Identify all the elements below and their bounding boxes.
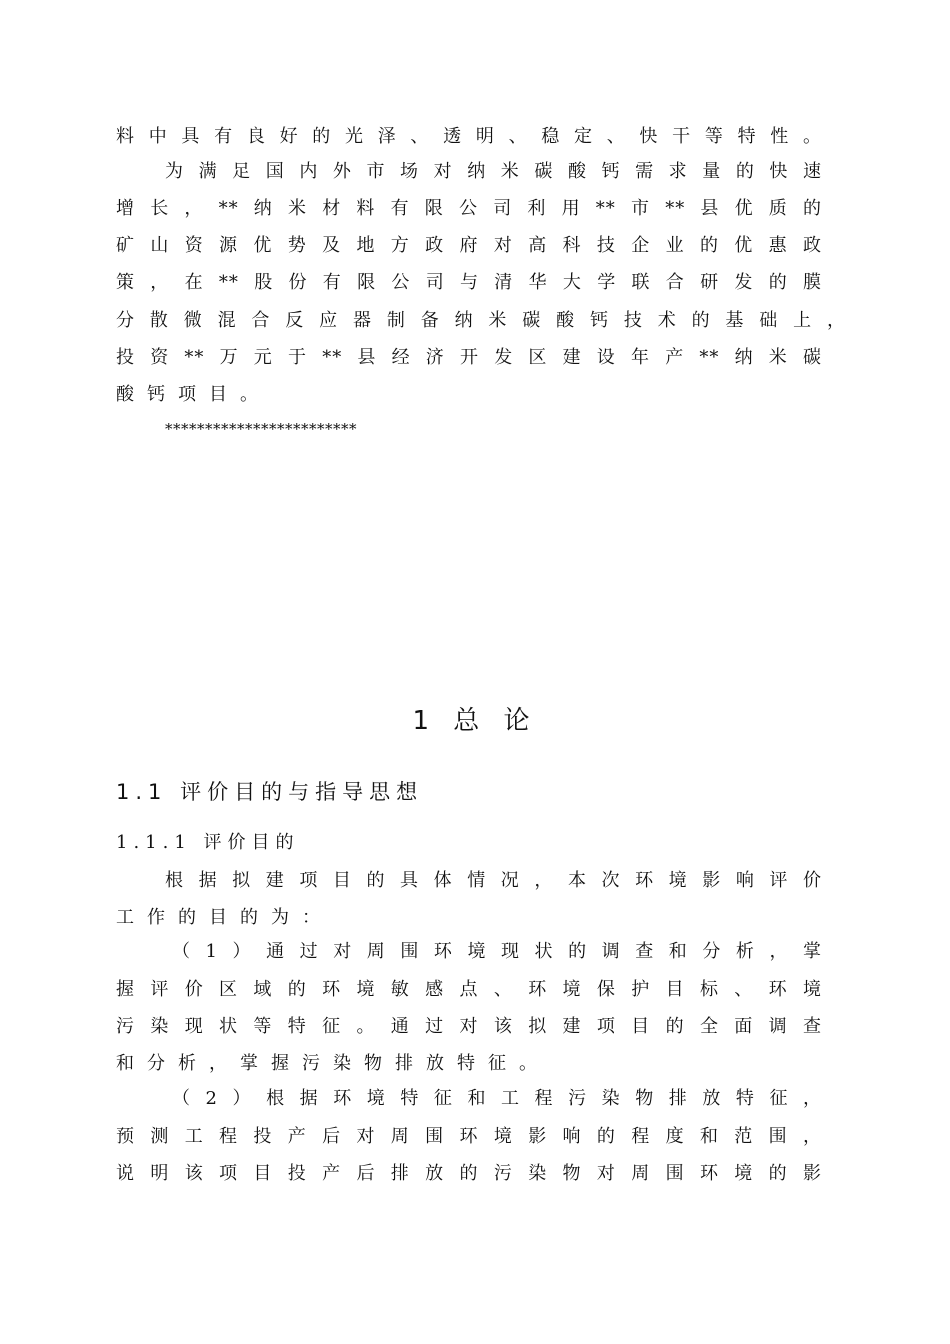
- intro-line-7: 投资**万元于**县经济开发区建设年产**纳米碳: [116, 347, 822, 368]
- body-line-8: 预测工程投产后对周围环境影响的程度和范围，: [116, 1126, 822, 1147]
- body-line-2: 工作的目的为：: [116, 907, 333, 928]
- intro-line-1: 料中具有良好的光泽、透明、稳定、快干等特性。: [116, 126, 822, 147]
- intro-line-4: 矿山资源优势及地方政府对高科技企业的优惠政: [116, 235, 822, 256]
- intro-line-6: 分散微混合反应器制备纳米碳酸钙技术的基础上，: [116, 310, 846, 331]
- body-line-4: 握评价区域的环境敏感点、环境保护目标、环境: [116, 979, 822, 1000]
- separator-stars: ************************: [165, 420, 357, 438]
- body-line-9: 说明该项目投产后排放的污染物对周围环境的影: [116, 1163, 822, 1184]
- body-line-5: 污染现状等特征。通过对该拟建项目的全面调查: [116, 1016, 822, 1037]
- intro-line-8: 酸钙项目。: [116, 384, 271, 405]
- intro-line-2: 为满足国内外市场对纳米碳酸钙需求量的快速: [165, 161, 822, 182]
- intro-line-5: 策，在**股份有限公司与清华大学联合研发的膜: [116, 272, 822, 293]
- intro-line-3: 增长，**纳米材料有限公司利用**市**县优质的: [116, 198, 822, 219]
- body-line-1: 根据拟建项目的具体情况，本次环境影响评价: [165, 870, 822, 891]
- chapter-title: 1 总 论: [412, 706, 538, 736]
- subsection-title: 1.1.1 评价目的: [116, 832, 300, 853]
- body-line-3: （1）通过对周围环境现状的调查和分析，掌: [172, 941, 822, 962]
- body-line-7: （2）根据环境特征和工程污染物排放特征，: [172, 1088, 822, 1109]
- section-title: 1.1 评价目的与指导思想: [116, 780, 424, 804]
- body-line-6: 和分析，掌握污染物排放特征。: [116, 1053, 550, 1074]
